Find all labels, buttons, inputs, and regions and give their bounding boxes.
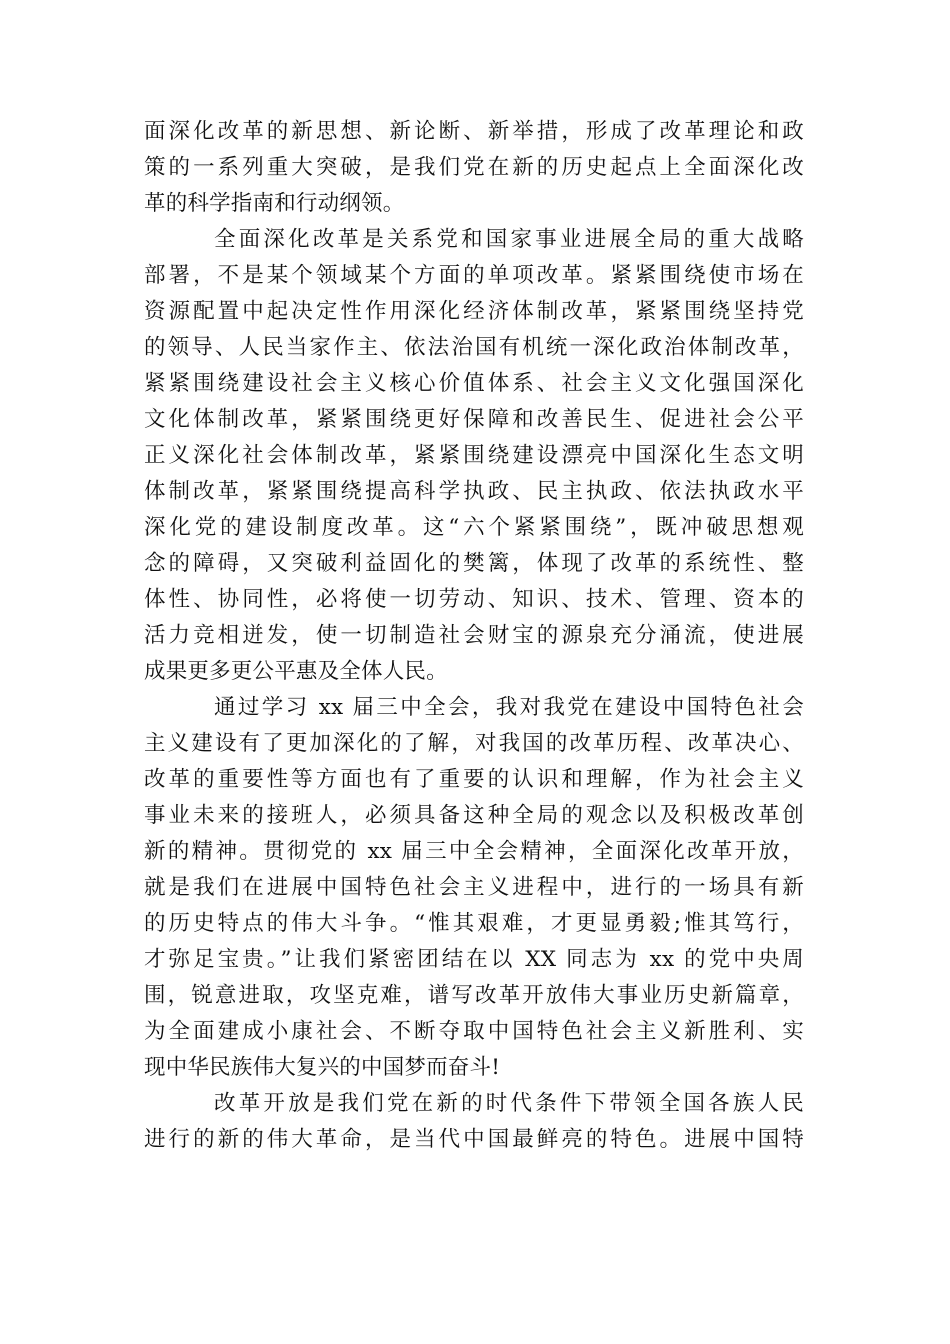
text-line: 为全面建成小康社会、不断夺取中国特色社会主义新胜利、实: [144, 1019, 804, 1044]
text-line: 的历史特点的伟大斗争。“惟其艰难，才更显勇毅;惟其笃行，: [144, 911, 804, 936]
text-line: 成果更多更公平惠及全体人民。: [144, 659, 448, 684]
text-line: 策的一系列重大突破，是我们党在新的历史起点上全面深化改: [144, 155, 804, 180]
text-line: 新的精神。贯彻党的 xx 届三中全会精神，全面深化改革开放，: [144, 839, 804, 864]
text-line: 主义建设有了更加深化的了解，对我国的改革历程、改革决心、: [144, 731, 804, 756]
text-line: 活力竞相迸发，使一切制造社会财宝的源泉充分涌流，使进展: [144, 623, 804, 648]
text-line: 就是我们在进展中国特色社会主义进程中，进行的一场具有新: [144, 875, 804, 900]
text-line: 念的障碍，又突破利益固化的樊篱，体现了改革的系统性、整: [144, 551, 804, 576]
text-line: 紧紧围绕建设社会主义核心价值体系、社会主义文化强国深化: [144, 371, 804, 396]
text-line: 深化党的建设制度改革。这“六个紧紧围绕”，既冲破思想观: [144, 515, 804, 540]
text-line: 围，锐意进取，攻坚克难，谱写改革开放伟大事业历史新篇章，: [144, 983, 804, 1008]
text-line: 改革的重要性等方面也有了重要的认识和理解，作为社会主义: [144, 767, 804, 792]
text-line: 资源配置中起决定性作用深化经济体制改革，紧紧围绕坚持党: [144, 299, 804, 324]
paragraph-first-line: 通过学习 xx 届三中全会，我对我党在建设中国特色社会: [214, 695, 804, 720]
text-line: 进行的新的伟大革命，是当代中国最鲜亮的特色。进展中国特: [144, 1127, 804, 1152]
paragraph-first-line: 全面深化改革是关系党和国家事业进展全局的重大战略: [214, 227, 804, 252]
text-line: 事业未来的接班人，必须具备这种全局的观念以及积极改革创: [144, 803, 804, 828]
text-line: 文化体制改革，紧紧围绕更好保障和改善民生、促进社会公平: [144, 407, 804, 432]
text-line: 部署，不是某个领域某个方面的单项改革。紧紧围绕使市场在: [144, 263, 804, 288]
text-line: 现中华民族伟大复兴的中国梦而奋斗!: [144, 1055, 501, 1080]
document-body: [144, 114, 804, 1158]
text-line: 正义深化社会体制改革，紧紧围绕建设漂亮中国深化生态文明: [144, 443, 804, 468]
text-line: 体制改革，紧紧围绕提高科学执政、民主执政、依法执政水平: [144, 479, 804, 504]
text-line: 才弥足宝贵。”让我们紧密团结在以 XX 同志为 xx 的党中央周: [144, 947, 804, 972]
text-line: 面深化改革的新思想、新论断、新举措，形成了改革理论和政: [144, 119, 804, 144]
text-line: 体性、协同性，必将使一切劳动、知识、技术、管理、资本的: [144, 587, 804, 612]
text-line: 革的科学指南和行动纲领。: [144, 191, 405, 216]
text-line: 的领导、人民当家作主、依法治国有机统一深化政治体制改革，: [144, 335, 804, 360]
paragraph-first-line: 改革开放是我们党在新的时代条件下带领全国各族人民: [214, 1091, 804, 1116]
